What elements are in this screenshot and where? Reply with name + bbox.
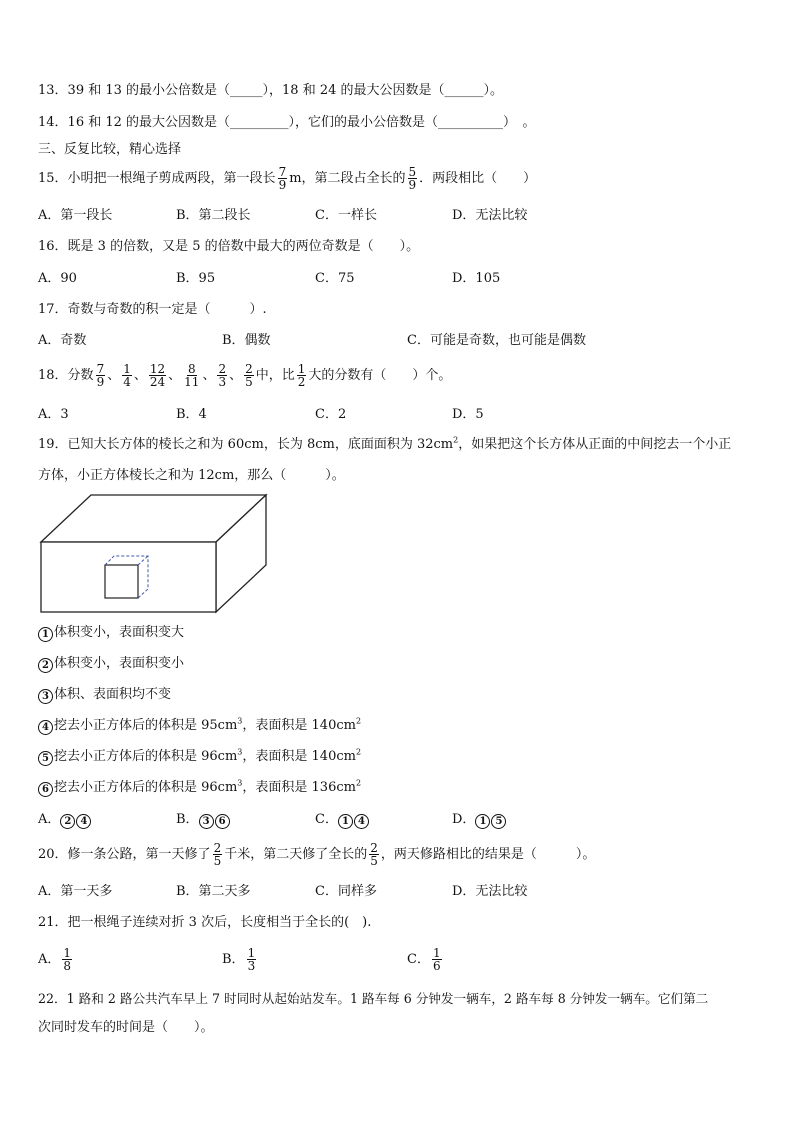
question-text: 修一条公路，第一天修了 (67, 847, 211, 862)
option-d: D． 1 5 (452, 811, 507, 829)
question-text: 分数 (67, 368, 94, 383)
statement-6: 6 挖去小正方体后的体积是 $96cm^3$，表面积是 $136cm^2$ (38, 779, 361, 797)
question-21 (38, 914, 371, 932)
option-a: A．奇数 (38, 333, 87, 348)
option-d: D．无法比较 (452, 208, 528, 223)
statement-2: 2 体积变小，表面积变小 (38, 655, 184, 673)
option-b: B．第二天多 (176, 884, 251, 899)
fraction: $\frac{5}{9}$ (408, 165, 417, 192)
option-a: A．90 (38, 271, 77, 286)
option-c: C．一样长 (315, 208, 377, 223)
question-17 (38, 301, 267, 319)
option-b: B．4 (176, 407, 207, 422)
fraction: $\frac{12}{24}$ (149, 362, 166, 389)
option-c: C．75 (315, 271, 355, 286)
question-15 (38, 164, 536, 194)
question-text: 1 路和 2 路公共汽车早上 7 时同时从起始站发车。1 路车每 6 分钟发一辆车，2 路车每 8 分钟发一辆车。它们第二 (66, 991, 709, 1006)
option-b: B． 3 6 (176, 811, 231, 829)
question-18: 18．分数 $\frac{7}{9}$ 、 $\frac{1}{4}$ 、 $\frac{12}{24}$ 、 $\frac{8}{11}$ 、 $\frac{2}{3}$ 、 $\frac{2}{5}$ 中，比 $\frac{1}{2}$ 大的分数有（ ）个。 (38, 362, 452, 389)
option-b: B． $\frac{1}{3}$ (222, 946, 256, 973)
question-number: 13． (38, 83, 68, 98)
question-text: m，第二段占全长的 (289, 171, 406, 186)
question-number: 18． (38, 368, 68, 383)
circled-number: 2 (38, 658, 53, 673)
option-d: D．5 (452, 407, 484, 422)
statement-4: 4 挖去小正方体后的体积是 $95cm^3$，表面积是 $140cm^2$ (38, 717, 361, 735)
question-number: 16． (38, 239, 68, 254)
question-text: 39 和 13 的最小公倍数是（_____），18 和 24 的最大公因数是（______）。 (67, 83, 504, 98)
question-text: 千米，第二天修了全长的 (224, 847, 368, 862)
option-c: C．可能是奇数，也可能是偶数 (407, 333, 586, 348)
question-text: 已知大长方体的棱长之和为 60cm，长为 8cm，底面面积为 32cm (67, 437, 454, 452)
question-19: 19．已知大长方体的棱长之和为 60cm，长为 8cm，底面面积为 $32cm^2$，如果把这个长方体从正面的中间挖去一个小正 (38, 435, 732, 452)
question-text: 中，比 (255, 368, 295, 383)
option-b: B．偶数 (222, 333, 271, 348)
question-22-line-2: 次同时发车的时间是（ ）。 (38, 1020, 214, 1035)
question-22 (38, 990, 708, 1008)
statement-5: 5 挖去小正方体后的体积是 $96cm^3$，表面积是 $140cm^2$ (38, 748, 361, 766)
question-19-line-2: 方体，小正方体棱长之和为 12cm，那么（ ）。 (38, 468, 345, 483)
option-d: D．无法比较 (452, 884, 528, 899)
question-13 (38, 82, 503, 100)
question-number: 22． (38, 991, 67, 1006)
question-number: 15． (38, 171, 68, 186)
fraction: $\frac{2}{5}$ (370, 841, 378, 868)
option-b: B．95 (176, 271, 216, 286)
option-a: A．第一天多 (38, 884, 113, 899)
question-text: 16 和 12 的最大公因数是（_________），它们的最小公倍数是（__________） 。 (67, 115, 536, 130)
question-text: 大的分数有（ ）个。 (308, 368, 452, 383)
question-text: 小明把一根绳子剪成两段，第一段长 (67, 171, 276, 186)
circled-number: 3 (38, 689, 53, 704)
fraction: $\frac{7}{9}$ (278, 165, 287, 192)
option-a: A． $\frac{1}{8}$ (38, 946, 72, 973)
cuboid-figure (38, 492, 278, 614)
circled-number: 6 (38, 782, 53, 797)
fraction: $\frac{1}{6}$ (432, 946, 441, 973)
question-text: 把一根绳子连续对折 3 次后，长度相当于全长的( ). (67, 915, 372, 930)
circled-number: 4 (38, 720, 53, 735)
question-number: 19． (38, 437, 68, 452)
fraction: $\frac{2}{3}$ (218, 362, 227, 389)
question-16 (38, 238, 419, 256)
fraction: $\frac{2}{5}$ (245, 362, 253, 389)
question-text: ．两段相比（ ） (419, 171, 537, 186)
fraction: $\frac{8}{11}$ (184, 362, 200, 389)
circled-number: 1 (38, 627, 53, 642)
question-text: 奇数与奇数的积一定是（ ）. (67, 302, 267, 317)
question-text: ，两天修路相比的结果是（ ）。 (380, 847, 596, 862)
question-number: 21． (38, 915, 68, 930)
fraction: $\frac{1}{4}$ (123, 362, 131, 389)
question-number: 14． (38, 115, 68, 130)
circled-number: 5 (38, 751, 53, 766)
statement-1: 1 体积变小，表面积变大 (38, 624, 184, 642)
option-a: A． 2 4 (38, 811, 92, 829)
option-b: B．第二段长 (176, 208, 251, 223)
option-c: C． 1 4 (315, 811, 370, 829)
option-a: A．3 (38, 407, 69, 422)
fraction: $\frac{1}{8}$ (63, 946, 72, 973)
question-number: 17． (38, 302, 68, 317)
question-text: 既是 3 的倍数，又是 5 的倍数中最大的两位奇数是（ ）。 (67, 239, 420, 254)
fraction: $\frac{1}{3}$ (247, 946, 256, 973)
option-c: C．同样多 (315, 884, 377, 899)
fraction: $\frac{2}{5}$ (213, 841, 222, 868)
option-c: C． $\frac{1}{6}$ (407, 946, 441, 973)
option-d: D．105 (452, 271, 501, 286)
fraction: $\frac{7}{9}$ (96, 362, 105, 389)
option-c: C．2 (315, 407, 347, 422)
question-14 (38, 114, 536, 132)
option-a: A．第一段长 (38, 208, 113, 223)
fraction: $\frac{1}{2}$ (297, 362, 306, 389)
question-20 (38, 838, 595, 872)
section-heading: 三、反复比较，精心选择 (38, 142, 182, 157)
question-number: 20． (38, 847, 68, 862)
question-text: ，如果把这个长方体从正面的中间挖去一个小正 (458, 437, 732, 452)
statement-3: 3 体积、表面积均不变 (38, 686, 171, 704)
